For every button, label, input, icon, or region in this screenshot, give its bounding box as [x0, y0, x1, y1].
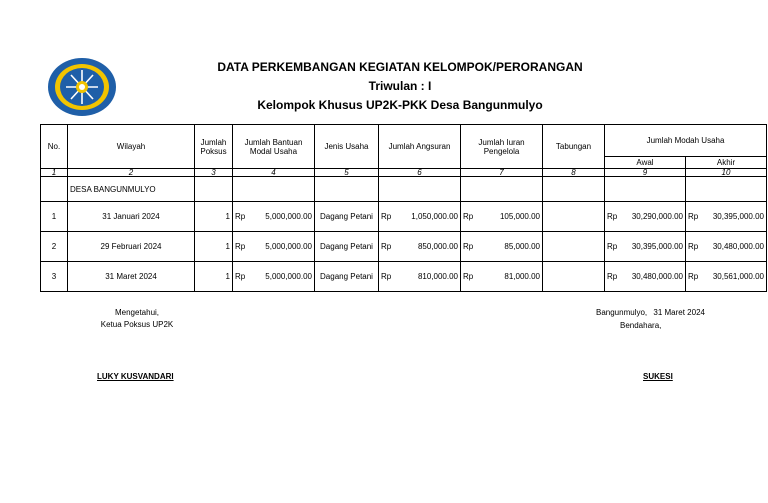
amount: 30,480,000.00 — [631, 272, 683, 281]
cell-angsuran — [379, 232, 461, 262]
organization-emblem-icon — [46, 56, 118, 118]
amount: 81,000.00 — [504, 272, 540, 281]
amount: 5,000,000.00 — [265, 272, 312, 281]
currency-label: Rp — [235, 272, 246, 281]
acknowledge-label: Mengetahui, — [114, 308, 160, 317]
cell-wilayah: 31 Januari 2024 — [68, 202, 195, 232]
amount: 5,000,000.00 — [265, 242, 312, 251]
table-row — [41, 232, 767, 262]
signature-date: 31 Maret 2024 — [653, 308, 705, 317]
currency-label: Rp — [381, 242, 392, 251]
cell-no: 2 — [41, 232, 68, 262]
left-signatory-name: LUKY KUSVANDARI — [97, 372, 174, 381]
col-number: 6 — [379, 169, 461, 177]
cell-tabungan — [543, 232, 605, 262]
cell-awal — [605, 262, 686, 292]
header-wilayah: Wilayah — [68, 125, 195, 169]
cell-bantuan — [233, 202, 315, 232]
report-title — [200, 58, 600, 115]
currency-label: Rp — [463, 272, 474, 281]
signature-right — [596, 307, 705, 319]
title-line-2: Triwulan : I — [368, 79, 432, 93]
desa-name: DESA BANGUNMULYO — [68, 177, 195, 202]
cell-wilayah: 29 Februari 2024 — [68, 232, 195, 262]
cell-no: 1 — [41, 202, 68, 232]
cell-akhir — [686, 262, 767, 292]
right-role: Bendahara, — [620, 321, 662, 330]
currency-label: Rp — [607, 272, 618, 281]
header-jenis: Jenis Usaha — [315, 125, 379, 169]
place-label: Bangunmulyo, — [596, 308, 648, 317]
col-number: 3 — [195, 169, 233, 177]
currency-label: Rp — [463, 242, 474, 251]
cell-tabungan — [543, 202, 605, 232]
currency-label: Rp — [607, 242, 618, 251]
header-tabungan: Tabungan — [543, 125, 605, 169]
header-modal: Jumlah Modah Usaha — [605, 125, 767, 157]
header-bantuan: Jumlah Bantuan Modal Usaha — [233, 125, 315, 169]
title-line-1: DATA PERKEMBANGAN KEGIATAN KELOMPOK/PERORANGAN — [217, 60, 583, 74]
title-line-3: Kelompok Khusus UP2K-PKK Desa Bangunmulyo — [257, 98, 543, 112]
table-row — [41, 262, 767, 292]
header-poksus: Jumlah Poksus — [195, 125, 233, 169]
cell-angsuran — [379, 262, 461, 292]
cell-awal — [605, 202, 686, 232]
cell-jenis: Dagang Petani — [315, 262, 379, 292]
col-number: 5 — [315, 169, 379, 177]
cell-angsuran — [379, 202, 461, 232]
column-number-row — [41, 169, 767, 177]
amount: 85,000.00 — [504, 242, 540, 251]
currency-label: Rp — [607, 212, 618, 221]
cell-tabungan — [543, 262, 605, 292]
table-row — [41, 202, 767, 232]
amount: 1,050,000.00 — [411, 212, 458, 221]
amount: 30,561,000.00 — [712, 272, 765, 281]
col-number: 9 — [605, 169, 686, 177]
amount: 30,290,000.00 — [631, 212, 683, 221]
currency-label: Rp — [688, 212, 699, 221]
col-number: 4 — [233, 169, 315, 177]
cell-bantuan — [233, 232, 315, 262]
col-number: 2 — [68, 169, 195, 177]
cell-no: 3 — [41, 262, 68, 292]
currency-label: Rp — [381, 212, 392, 221]
cell-iuran — [461, 202, 543, 232]
currency-label: Rp — [688, 242, 699, 251]
cell-bantuan — [233, 262, 315, 292]
cell-awal — [605, 232, 686, 262]
amount: 5,000,000.00 — [265, 212, 312, 221]
currency-label: Rp — [463, 212, 474, 221]
left-role: Ketua Poksus UP2K — [100, 320, 174, 329]
currency-label: Rp — [381, 272, 392, 281]
header-iuran: Jumlah Iuran Pengelola — [461, 125, 543, 169]
cell-wilayah: 31 Maret 2024 — [68, 262, 195, 292]
currency-label: Rp — [235, 212, 246, 221]
currency-label: Rp — [235, 242, 246, 251]
amount: 105,000.00 — [499, 212, 540, 221]
amount: 810,000.00 — [417, 272, 458, 281]
amount: 30,480,000.00 — [712, 242, 765, 251]
amount: 30,395,000.00 — [712, 212, 765, 221]
col-number: 1 — [41, 169, 68, 177]
col-number: 10 — [686, 169, 767, 177]
signature-left — [97, 307, 177, 331]
header-angsuran: Jumlah Angsuran — [379, 125, 461, 169]
cell-jenis: Dagang Petani — [315, 232, 379, 262]
cell-akhir — [686, 202, 767, 232]
header-akhir: Akhir — [686, 157, 767, 169]
cell-poksus: 1 — [195, 202, 233, 232]
desa-row — [41, 177, 767, 202]
cell-jenis: Dagang Petani — [315, 202, 379, 232]
header-awal: Awal — [605, 157, 686, 169]
cell-iuran — [461, 232, 543, 262]
amount: 850,000.00 — [417, 242, 458, 251]
col-number: 7 — [461, 169, 543, 177]
cell-iuran — [461, 262, 543, 292]
cell-poksus: 1 — [195, 232, 233, 262]
amount: 30,395,000.00 — [631, 242, 683, 251]
cell-akhir — [686, 232, 767, 262]
cell-poksus: 1 — [195, 262, 233, 292]
header-no: No. — [41, 125, 68, 169]
currency-label: Rp — [688, 272, 699, 281]
report-table — [40, 124, 767, 292]
right-signatory-name: SUKESI — [643, 372, 673, 381]
col-number: 8 — [543, 169, 605, 177]
